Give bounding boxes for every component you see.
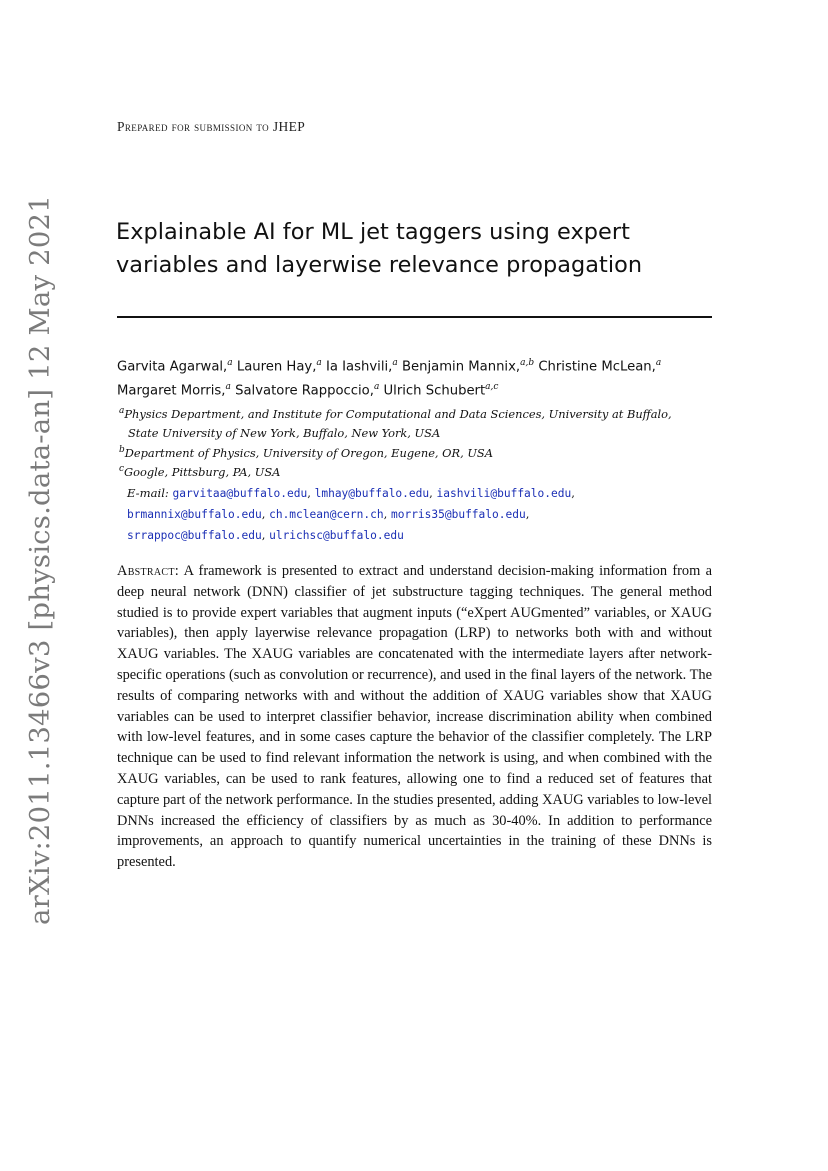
email-link[interactable]: ch.mclean@cern.ch xyxy=(269,508,384,521)
email-list xyxy=(127,483,727,546)
email-link[interactable]: srrappoc@buffalo.edu xyxy=(127,529,262,542)
author-name: Ulrich Schubert xyxy=(383,383,486,399)
email-line-1: E-mail: garvitaa@buffalo.edu, lmhay@buffalo.edu, iashvili@buffalo.edu, xyxy=(127,486,575,500)
email-link[interactable]: lmhay@buffalo.edu xyxy=(314,487,430,500)
email-link[interactable]: morris35@buffalo.edu xyxy=(390,508,526,521)
author-name: Ia Iashvili, xyxy=(326,359,393,375)
affiliation-c: $^c$Google, Pittsburg, PA, USA xyxy=(119,464,281,479)
email-link[interactable]: garvitaa@buffalo.edu xyxy=(172,487,308,500)
journal-preparation-note: Prepared for submission to JHEP xyxy=(117,119,306,134)
abstract-text: A framework is presented to extract and understand decision-making information from a deep neural network (DNN) classifier of jet substructure tagging techniques. The general method studied is to provide expert variables that augment inputs (“eXpert AUGmented” variables, or XAUG variables), then apply layerwise relevance propagation (LRP) to networks both with and without XAUG variables. The XAUG variables are concatenated with the intermediate layers after network-specific operations (such as convolution or recurrence), and used in the final layers of the network. The results of comparing networks with and without the addition of XAUG variables show that XAUG variables can be used to interpret classifier behavior, increase discrimination ability when combined with low-level features, and in some cases capture the behavior of the classifier completely. The LRP technique can be used to find relevant information the network is using, and when combined with the XAUG variables, can be used to rank features, allowing one to find a reduced set of features that capture part of the network performance. In the studies presented, adding XAUG variables to low-level DNNs increased the efficiency of classifiers by as much as 30-40%. In addition to performance improvements, an approach to quantify numerical uncertainties in the training of these DNNs is presented. xyxy=(117,563,713,871)
title-line-1: Explainable AI for ML jet taggers using expert xyxy=(116,219,630,245)
author-affiliation-mark: a xyxy=(227,358,233,368)
author-name: Lauren Hay, xyxy=(236,359,317,375)
title-line-2: variables and layerwise relevance propagation xyxy=(116,252,643,278)
author-name: Benjamin Mannix, xyxy=(401,359,521,375)
affiliation-a xyxy=(119,402,719,443)
affiliation-a-line-1: $^a$Physics Department, and Institute for Computational and Data Sciences, University at Buffalo, xyxy=(119,406,672,421)
email-link[interactable]: iashvili@buffalo.edu xyxy=(436,487,572,500)
author-name: Garvita Agarwal, xyxy=(117,359,228,375)
email-line-3: srrappoc@buffalo.edu, ulrichsc@buffalo.edu xyxy=(127,528,404,542)
author-affiliation-mark: a,c xyxy=(485,382,499,393)
author-affiliation-mark: a xyxy=(225,382,231,393)
affiliation-mark: a xyxy=(119,406,125,416)
author-affiliation-mark: a xyxy=(655,358,662,368)
arxiv-identifier-stamp: arXiv:2011.13466v3 [physics.data-an] 12 May 2021 xyxy=(24,195,56,925)
email-line-2: brmannix@buffalo.edu, ch.mclean@cern.ch, morris35@buffalo.edu, xyxy=(127,507,530,521)
author-line-1 xyxy=(117,353,717,377)
paper-title xyxy=(116,216,716,282)
abstract-heading: Abstract: xyxy=(117,563,180,579)
author-name: Salvatore Rappoccio, xyxy=(235,383,374,399)
author-line-2 xyxy=(117,377,717,401)
author-name: Margaret Morris, xyxy=(117,383,226,399)
email-label: E-mail: xyxy=(127,486,169,500)
email-link[interactable]: ulrichsc@buffalo.edu xyxy=(269,529,404,542)
affiliation-a-line-2: State University of New York, Buffalo, New York, USA xyxy=(128,425,441,440)
email-link[interactable]: brmannix@buffalo.edu xyxy=(127,508,262,521)
author-name: Christine McLean, xyxy=(538,359,656,375)
title-divider xyxy=(117,316,712,318)
author-affiliation-mark: a xyxy=(316,358,322,368)
author-list xyxy=(117,353,717,402)
affiliation-b: $^b$Department of Physics, University of Oregon, Eugene, OR, USA xyxy=(119,445,493,460)
affiliation-mark: c xyxy=(119,464,125,474)
author-affiliation-mark: a xyxy=(373,382,380,393)
affiliation-mark: b xyxy=(119,445,125,455)
author-affiliation-mark: a xyxy=(392,358,398,368)
abstract xyxy=(117,561,712,873)
author-affiliation-mark: a,b xyxy=(520,358,535,368)
